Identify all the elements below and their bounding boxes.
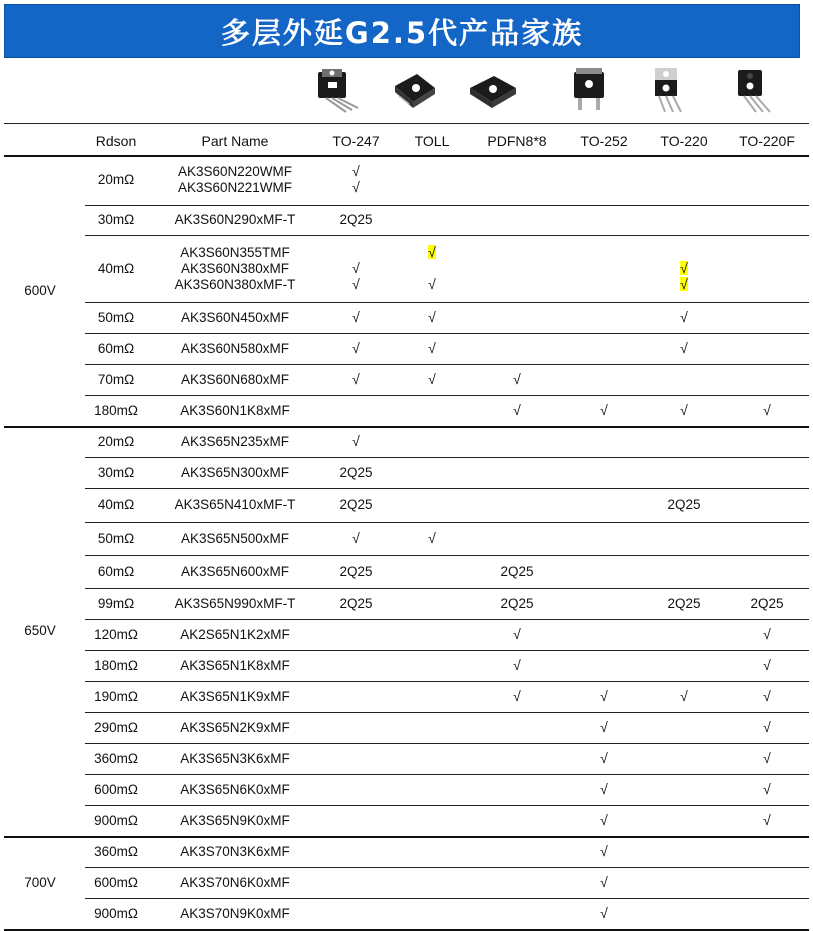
availability-check: √ (352, 275, 360, 292)
package-cell-to-247 (318, 245, 394, 293)
availability-check: √ (352, 179, 360, 195)
availability-check: √ (680, 339, 688, 356)
part-name: AK3S60N380xMF (180, 260, 290, 276)
row-divider (85, 488, 809, 489)
rdson-cell: 600mΩ (94, 781, 138, 797)
rdson-cell: 180mΩ (94, 402, 138, 418)
package-cell-to-247 (318, 372, 394, 388)
package-cell-pdfn8-8 (470, 627, 564, 643)
part-name: AK3S70N9K0xMF (180, 905, 290, 921)
availability-check: √ (513, 687, 521, 704)
package-cell-to-247 (318, 212, 394, 228)
title-banner (4, 4, 800, 58)
package-cell-to-252 (564, 906, 644, 922)
part-name-cell (160, 164, 310, 196)
voltage-group-label: 650V (24, 623, 56, 638)
availability-date: 2Q25 (339, 212, 373, 227)
availability-check: √ (513, 401, 521, 418)
rdson-cell: 360mΩ (94, 750, 138, 766)
rdson-cell: 900mΩ (94, 812, 138, 828)
availability-check: √ (352, 529, 360, 546)
part-name-cell (160, 627, 310, 643)
package-cell-to-247 (318, 341, 394, 357)
availability-check: √ (763, 625, 771, 642)
package-cell-pdfn8-8 (470, 596, 564, 612)
header-to-247: TO-247 (332, 133, 380, 149)
package-cell-to-247 (318, 497, 394, 513)
part-name-cell (160, 564, 310, 580)
package-cell-to-252 (564, 844, 644, 860)
availability-check: √ (513, 656, 521, 673)
row-divider (85, 302, 809, 303)
availability-check: √ (352, 370, 360, 387)
part-name-cell (160, 689, 310, 705)
availability-date: 2Q25 (750, 595, 784, 611)
availability-check: √ (513, 625, 521, 642)
part-name-cell (160, 720, 310, 736)
row-divider (85, 650, 809, 651)
part-name: AK3S65N6K0xMF (180, 781, 290, 797)
availability-check: √ (600, 873, 608, 890)
part-name: AK3S65N990xMF-T (174, 595, 296, 611)
part-name-cell (160, 782, 310, 798)
package-cell-pdfn8-8 (470, 403, 564, 419)
part-name: AK3S65N9K0xMF (180, 812, 290, 828)
rdson-cell: 50mΩ (97, 530, 135, 546)
availability-check: √ (763, 718, 771, 735)
row-divider (85, 805, 809, 806)
availability-date: 2Q25 (339, 563, 373, 579)
package-cell-to-220 (644, 596, 724, 612)
part-name: AK3S70N3K6xMF (180, 843, 290, 859)
rdson-cell: 60mΩ (97, 563, 135, 579)
package-cell-to-220f (724, 782, 810, 798)
availability-check: √ (763, 749, 771, 766)
row-divider (85, 457, 809, 458)
to-252-package-image (564, 66, 614, 116)
part-name: AK3S60N290xMF-T (174, 212, 296, 227)
part-name-cell (160, 875, 310, 891)
package-cell-to-220f (724, 403, 810, 419)
availability-check: √ (763, 811, 771, 828)
rdson-cell: 190mΩ (94, 688, 138, 704)
package-cell-pdfn8-8 (470, 372, 564, 388)
header-pdfn8x8: PDFN8*8 (487, 133, 547, 149)
package-cell-pdfn8-8 (470, 689, 564, 705)
part-name-cell (160, 403, 310, 419)
availability-check: √ (763, 687, 771, 704)
availability-date: 2Q25 (667, 497, 701, 512)
package-cell-to-220f (724, 596, 810, 612)
to-220-package-image (643, 66, 693, 116)
package-cell-to-252 (564, 813, 644, 829)
row-divider (85, 588, 809, 589)
part-name: AK3S60N1K8xMF (180, 402, 290, 418)
part-name: AK3S60N580xMF (180, 340, 290, 356)
rdson-cell: 290mΩ (94, 719, 138, 735)
part-name-cell (160, 434, 310, 450)
to-220f-package-image (730, 66, 780, 116)
availability-check: √ (763, 401, 771, 418)
part-name-cell (160, 596, 310, 612)
availability-check: √ (352, 339, 360, 356)
availability-date: 2Q25 (667, 595, 701, 611)
part-name-cell (160, 372, 310, 388)
voltage-group-label: 600V (24, 282, 56, 298)
to-247-package-image (312, 66, 362, 116)
part-name-cell (160, 813, 310, 829)
availability-check: √ (352, 163, 360, 179)
availability-check: √ (680, 687, 688, 704)
part-name: AK3S65N235xMF (180, 433, 290, 449)
package-cell-to-220 (644, 403, 724, 419)
header-part-name: Part Name (201, 133, 269, 149)
part-name: AK3S70N6K0xMF (180, 874, 290, 890)
package-cell-toll (394, 531, 470, 547)
availability-check: √ (680, 401, 688, 418)
availability-check: √ (763, 656, 771, 673)
package-cell-to-220f (724, 689, 810, 705)
availability-check: √ (763, 780, 771, 797)
package-cell-toll (394, 310, 470, 326)
package-cell-to-247 (318, 434, 394, 450)
part-name-cell (160, 245, 310, 293)
row-divider (85, 712, 809, 713)
header-bottom-divider (4, 155, 809, 157)
group-divider (4, 426, 809, 428)
availability-check: √ (680, 308, 688, 325)
part-name: AK3S60N380xMF-T (174, 276, 296, 292)
package-cell-pdfn8-8 (470, 658, 564, 674)
part-name-cell (160, 497, 310, 513)
package-cell-to-220f (724, 627, 810, 643)
part-name: AK2S65N1K2xMF (180, 626, 290, 642)
rdson-cell: 30mΩ (97, 464, 135, 480)
package-cell-to-220f (724, 658, 810, 674)
row-divider (85, 619, 809, 620)
package-cell-toll (394, 372, 470, 388)
availability-check: √ (600, 401, 608, 418)
row-divider (85, 743, 809, 744)
package-cell-to-247 (318, 310, 394, 326)
package-cell-to-252 (564, 782, 644, 798)
package-cell-pdfn8-8 (470, 564, 564, 580)
part-name-cell (160, 212, 310, 228)
part-name: AK3S60N450xMF (180, 309, 290, 325)
row-divider (85, 555, 809, 556)
header-toll: TOLL (414, 133, 450, 149)
availability-check: √ (428, 370, 436, 387)
voltage-group-label: 700V (24, 874, 56, 890)
package-cell-to-220 (644, 341, 724, 357)
part-name: AK3S65N600xMF (180, 563, 290, 579)
rdson-cell: 360mΩ (94, 843, 138, 859)
availability-check: √ (600, 842, 608, 859)
package-cell-to-247 (318, 564, 394, 580)
package-cell-to-252 (564, 689, 644, 705)
availability-date: 2Q25 (500, 595, 534, 611)
row-divider (85, 898, 809, 899)
package-cell-to-220f (724, 813, 810, 829)
page-title: 多层外延G2.5代产品家族 (220, 15, 584, 50)
part-name: AK3S60N220WMF (177, 164, 293, 179)
rdson-cell: 20mΩ (97, 172, 135, 187)
package-cell-to-252 (564, 403, 644, 419)
availability-check: √ (428, 275, 436, 292)
package-cell-to-220 (644, 245, 724, 293)
row-divider (85, 522, 809, 523)
header-to-220f: TO-220F (739, 133, 795, 149)
rdson-cell: 120mΩ (94, 626, 138, 642)
availability-check: √ (428, 529, 436, 546)
pdfn8x8-package-image (468, 66, 518, 116)
rdson-cell: 99mΩ (97, 595, 135, 611)
availability-check: √ (600, 718, 608, 735)
package-cell-to-220 (644, 689, 724, 705)
package-cell-to-252 (564, 720, 644, 736)
rdson-cell: 30mΩ (97, 212, 135, 227)
rdson-cell: 900mΩ (94, 905, 138, 921)
package-cell-to-247 (318, 596, 394, 612)
row-divider (85, 681, 809, 682)
package-cell-toll (394, 341, 470, 357)
availability-check: √ (513, 370, 521, 387)
row-divider (85, 395, 809, 396)
part-name: AK3S60N355TMF (180, 244, 290, 260)
part-name: AK3S65N2K9xMF (180, 719, 290, 735)
availability-check: √ (600, 687, 608, 704)
part-name: AK3S65N500xMF (180, 530, 290, 546)
package-cell-to-220 (644, 310, 724, 326)
availability-date: 2Q25 (339, 595, 373, 611)
availability-check: √ (600, 749, 608, 766)
availability-check: √ (352, 308, 360, 325)
availability-date: 2Q25 (339, 497, 373, 512)
part-name: AK3S60N680xMF (180, 371, 290, 387)
row-divider (85, 235, 809, 236)
package-cell-to-220f (724, 720, 810, 736)
part-name-cell (160, 341, 310, 357)
rdson-cell: 20mΩ (97, 433, 135, 449)
header-to-220: TO-220 (660, 133, 708, 149)
package-cell-to-252 (564, 875, 644, 891)
part-name: AK3S65N3K6xMF (180, 750, 290, 766)
package-cell-to-220 (644, 497, 724, 513)
part-name: AK3S65N300xMF (180, 464, 290, 480)
toll-package-image (389, 66, 439, 116)
rdson-cell: 40mΩ (97, 497, 135, 512)
row-divider (85, 867, 809, 868)
availability-check: √ (600, 780, 608, 797)
rdson-cell: 60mΩ (97, 340, 135, 356)
part-name-cell (160, 310, 310, 326)
availability-check: √ (428, 243, 436, 260)
row-divider (85, 364, 809, 365)
part-name-cell (160, 658, 310, 674)
part-name-cell (160, 531, 310, 547)
availability-check: √ (680, 259, 688, 276)
availability-check: √ (428, 308, 436, 325)
header-top-divider (4, 123, 809, 124)
part-name-cell (160, 465, 310, 481)
package-cell-to-247 (318, 465, 394, 481)
availability-date: 2Q25 (500, 563, 534, 579)
part-name: AK3S60N221WMF (177, 180, 293, 195)
header-rdson: Rdson (95, 133, 137, 149)
part-name-cell (160, 751, 310, 767)
rdson-cell: 40mΩ (97, 260, 135, 276)
part-name: AK3S65N410xMF-T (174, 497, 296, 512)
part-name: AK3S65N1K9xMF (180, 688, 290, 704)
group-divider (4, 836, 809, 838)
row-divider (85, 205, 809, 206)
availability-check: √ (352, 432, 360, 449)
package-cell-to-252 (564, 751, 644, 767)
availability-check: √ (600, 904, 608, 921)
rdson-cell: 600mΩ (94, 874, 138, 890)
rdson-cell: 50mΩ (97, 309, 135, 325)
header-to-252: TO-252 (580, 133, 628, 149)
package-cell-toll (394, 245, 470, 293)
package-cell-to-220f (724, 751, 810, 767)
part-name: AK3S65N1K8xMF (180, 657, 290, 673)
package-cell-to-247 (318, 164, 394, 196)
package-cell-to-247 (318, 531, 394, 547)
availability-check: √ (600, 811, 608, 828)
part-name-cell (160, 844, 310, 860)
rdson-cell: 180mΩ (94, 657, 138, 673)
row-divider (85, 333, 809, 334)
availability-check: √ (352, 259, 360, 276)
availability-date: 2Q25 (339, 464, 373, 480)
rdson-cell: 70mΩ (97, 371, 135, 387)
part-name-cell (160, 906, 310, 922)
availability-check: √ (428, 339, 436, 356)
availability-check: √ (680, 275, 688, 292)
row-divider (85, 774, 809, 775)
